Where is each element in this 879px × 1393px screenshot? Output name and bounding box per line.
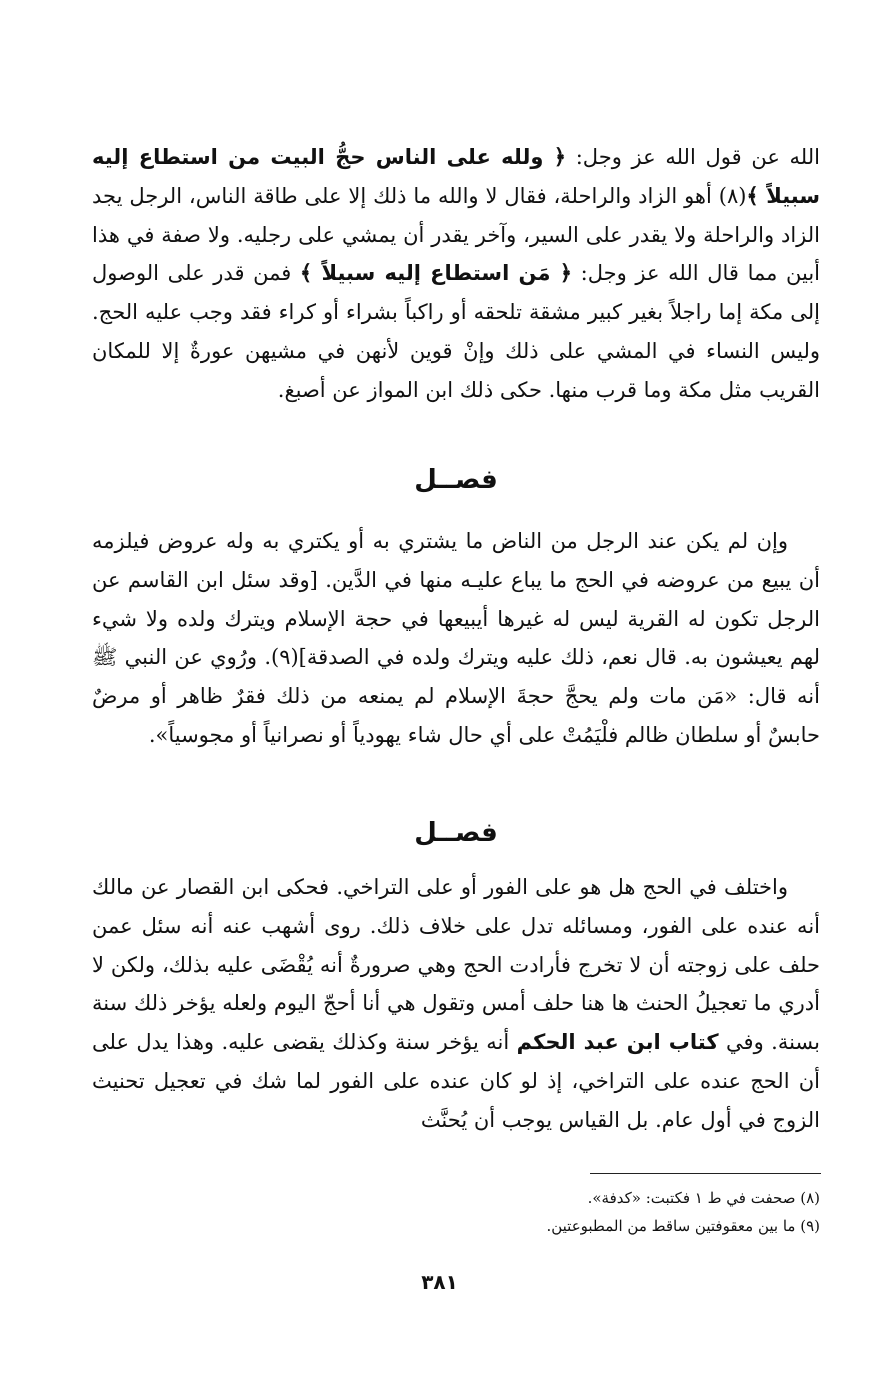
paragraph-1-part-2: (٨) أهو الزاد والراحلة، فقال لا والله ما ذلك إلا على طاقة الناس، الرجل يجد الزاد والراحلة ولا يقدر على السير، وآخر يقدر أن يمشي على رجليه. ولا صفة في هذا أبين مما قال الله عز وجل: — [92, 183, 820, 286]
quran-verse-1: ﴿ ولله على الناس حجُّ البيت من استطاع إليه سبيلاً ﴾ — [92, 145, 820, 208]
paragraph-2-text: وإن لم يكن عند الرجل من الناض ما يشتري به أو يكتري به وله عروض فيلزمه أن يبيع من عروضه في الحج ما يباع عليـه منها في الدَّين. [وقد سئل ابن القاسم عن الرجل تكون له القرية ليس له غيرها أيبيعها في حجة الإسلام ويترك ولده ولا شيء لهم يعيشون به. قال نعم، ذلك عليه ويترك ولده في الصدقة](٩). ورُوي عن النبي ﷺ أنه قال: «مَن مات ولم يحجَّ حجةَ الإسلام لم يمنعه من ذلك فقرٌ ظاهر أو مرضٌ حابسٌ أو سلطان ظالم فلْيَمُتْ على أي حال شاء يهودياً أو نصرانياً أو مجوسياً». — [92, 529, 820, 747]
paragraph-1-text — [92, 138, 820, 410]
book-title: كتاب ابن عبد الحكم — [516, 1030, 719, 1055]
page-number: ٣٨١ — [421, 1270, 458, 1294]
footnote-8: (٨) صحفت في ط ١ فكتبت: «كدفة». — [587, 1189, 820, 1207]
paragraph-3 — [92, 868, 820, 1140]
footnote-divider — [590, 1173, 821, 1174]
section-heading-2: فصــل — [414, 818, 498, 848]
paragraph-3-part-2: أنه يؤخر سنة وكذلك يقضى عليه. وهذا يدل على أن الحج عنده على التراخي، إذ لو كان عنده على الفور لما شك في تعجيل تحنيث الزوج في أول عام. بل القياس يوجب أن يُحنَّث — [92, 1030, 820, 1132]
quran-verse-2: ﴿ مَن استطاع إليه سبيلاً ﴾ — [299, 261, 573, 286]
paragraph-1 — [92, 138, 820, 410]
section-heading-1: فصــل — [414, 465, 498, 495]
paragraph-3-text — [92, 868, 820, 1140]
paragraph-2 — [92, 522, 820, 755]
paragraph-1-part-1: الله عن قول الله عز وجل: — [566, 145, 820, 169]
footnotes — [92, 1184, 820, 1240]
paragraph-3-part-1: واختلف في الحج هل هو على الفور أو على التراخي. فحكى ابن القصار عن مالك أنه عنده على الفور، ومسائله تدل على خلاف ذلك. روى أشهب عنه أنه سئل عمن حلف على زوجته أن لا تخرج فأرادت الحج وهي صرورةٌ أنه يُقْضَى عليه بذلك، ولكن لا أدري ما تعجيلُ الحنث ها هنا حلف أمس وتقول هي أنا أحجّ اليوم ولعله يؤخر ذلك سنة بسنة. وفي — [92, 875, 820, 1055]
footnote-9: (٩) ما بين معقوفتين ساقط من المطبوعتين. — [546, 1217, 820, 1235]
paragraph-1-part-3: فمن قدر على الوصول إلى مكة إما راجلاً بغير كبير مشقة تلحقه أو راكباً بشراء أو كراء فقد وجب عليه الحج. وليس النساء في المشي على ذلك وإنْ قوين لأنهن في مشيهن عورةٌ إلا للمكان القريب مثل مكة وما قرب منها. حكى ذلك ابن المواز عن أصبغ. — [92, 261, 820, 402]
